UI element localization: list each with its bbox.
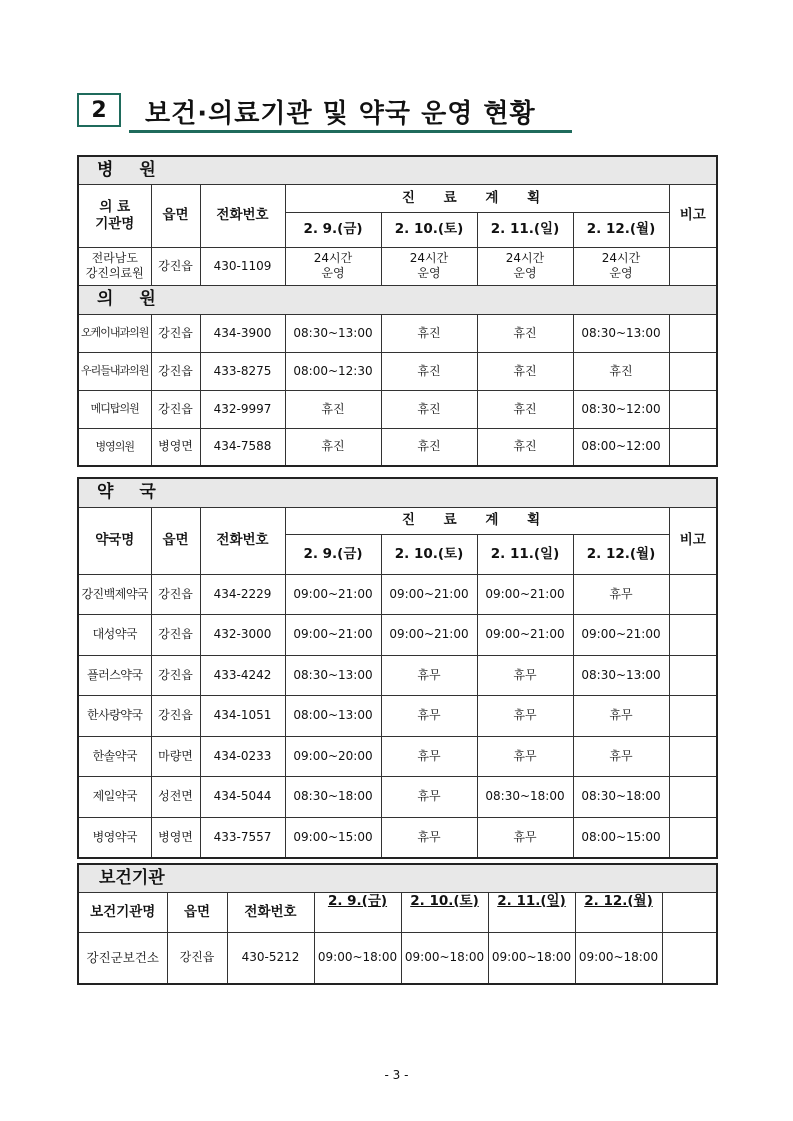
cell-d2: 휴무 bbox=[381, 777, 477, 818]
cell-d2: 휴진 bbox=[381, 314, 477, 352]
cell-phone: 434-7588 bbox=[200, 428, 285, 466]
cell-name: 제일약국 bbox=[78, 777, 151, 818]
table-row bbox=[78, 615, 717, 656]
cell-town: 강진읍 bbox=[151, 352, 200, 390]
cell-d3: 휴무 bbox=[477, 736, 573, 777]
section-number: 2 bbox=[77, 93, 121, 127]
cell-d1: 09:00~20:00 bbox=[285, 736, 381, 777]
table-row bbox=[78, 777, 717, 818]
cell-note bbox=[669, 247, 717, 285]
col-header-town: 읍면 bbox=[151, 507, 200, 574]
cell-phone: 433-4242 bbox=[200, 655, 285, 696]
cell-name: 오케이내과의원 bbox=[78, 314, 151, 352]
cell-d4: 휴무 bbox=[573, 736, 669, 777]
cell-d1: 24시간 운영 bbox=[285, 247, 381, 285]
col-header-name: 의 료 기관명 bbox=[78, 184, 151, 247]
cell-d2: 09:00~21:00 bbox=[381, 574, 477, 615]
date-header: 2. 9.(금) bbox=[285, 534, 381, 574]
cell-phone: 430-5212 bbox=[227, 932, 314, 984]
cell-d3: 휴무 bbox=[477, 655, 573, 696]
hospital-section-label: 병 원 bbox=[78, 156, 717, 184]
cell-phone: 433-7557 bbox=[200, 817, 285, 858]
cell-d4: 09:00~21:00 bbox=[573, 615, 669, 656]
cell-d3: 휴진 bbox=[477, 352, 573, 390]
cell-name: 강진백제약국 bbox=[78, 574, 151, 615]
cell-d1: 휴진 bbox=[285, 428, 381, 466]
cell-town: 병영면 bbox=[151, 817, 200, 858]
table-row bbox=[78, 655, 717, 696]
date-header: 2. 11.(일) bbox=[477, 534, 573, 574]
cell-phone: 432-9997 bbox=[200, 390, 285, 428]
cell-d4: 08:30~13:00 bbox=[573, 314, 669, 352]
date-header: 2. 9.(금) bbox=[285, 212, 381, 247]
cell-phone: 434-2229 bbox=[200, 574, 285, 615]
cell-name: 한사랑약국 bbox=[78, 696, 151, 737]
cell-d4: 24시간 운영 bbox=[573, 247, 669, 285]
table-row bbox=[78, 736, 717, 777]
date-header: 2. 12.(월) bbox=[573, 212, 669, 247]
pharmacy-table bbox=[77, 477, 718, 859]
cell-d3: 08:30~18:00 bbox=[477, 777, 573, 818]
cell-d1: 08:00~12:30 bbox=[285, 352, 381, 390]
health-center-table bbox=[77, 863, 718, 985]
cell-d1: 09:00~15:00 bbox=[285, 817, 381, 858]
cell-name: 병영약국 bbox=[78, 817, 151, 858]
table-row bbox=[78, 817, 717, 858]
cell-d2: 휴무 bbox=[381, 817, 477, 858]
cell-d3: 09:00~21:00 bbox=[477, 615, 573, 656]
cell-town: 마량면 bbox=[151, 736, 200, 777]
cell-d1: 09:00~21:00 bbox=[285, 615, 381, 656]
date-header: 2. 10.(토) bbox=[401, 892, 488, 932]
date-header: 2. 12.(월) bbox=[573, 534, 669, 574]
col-header-name: 보건기관명 bbox=[78, 892, 167, 932]
cell-d3: 휴무 bbox=[477, 696, 573, 737]
cell-town: 강진읍 bbox=[151, 696, 200, 737]
cell-note bbox=[669, 390, 717, 428]
cell-d4: 08:30~13:00 bbox=[573, 655, 669, 696]
col-header-plan: 진 료 계 획 bbox=[285, 507, 669, 534]
cell-d4: 09:00~18:00 bbox=[575, 932, 662, 984]
cell-d3: 휴진 bbox=[477, 428, 573, 466]
table-row bbox=[78, 696, 717, 737]
cell-d2: 24시간 운영 bbox=[381, 247, 477, 285]
cell-note bbox=[669, 696, 717, 737]
cell-d3: 09:00~18:00 bbox=[488, 932, 575, 984]
cell-name: 우리들내과의원 bbox=[78, 352, 151, 390]
cell-name: 대성약국 bbox=[78, 615, 151, 656]
col-header-note: 비고 bbox=[669, 184, 717, 247]
cell-d3: 24시간 운영 bbox=[477, 247, 573, 285]
pharmacy-section-label: 약 국 bbox=[78, 478, 717, 507]
cell-note bbox=[669, 314, 717, 352]
cell-note bbox=[669, 817, 717, 858]
cell-town: 성전면 bbox=[151, 777, 200, 818]
page-number: - 3 - bbox=[384, 1068, 409, 1082]
cell-d1: 08:00~13:00 bbox=[285, 696, 381, 737]
cell-town: 강진읍 bbox=[151, 574, 200, 615]
cell-phone: 433-8275 bbox=[200, 352, 285, 390]
section-heading bbox=[77, 93, 572, 133]
cell-note bbox=[669, 574, 717, 615]
cell-d4: 휴진 bbox=[573, 352, 669, 390]
cell-name: 메디탑의원 bbox=[78, 390, 151, 428]
cell-d3: 휴무 bbox=[477, 817, 573, 858]
table-row bbox=[78, 574, 717, 615]
date-header: 2. 11.(일) bbox=[477, 212, 573, 247]
col-header-note bbox=[662, 892, 717, 932]
cell-d4: 휴무 bbox=[573, 574, 669, 615]
col-header-phone: 전화번호 bbox=[200, 184, 285, 247]
cell-d2: 휴진 bbox=[381, 390, 477, 428]
cell-d1: 08:30~13:00 bbox=[285, 314, 381, 352]
cell-d4: 08:30~18:00 bbox=[573, 777, 669, 818]
cell-name: 강진군보건소 bbox=[78, 932, 167, 984]
table-row bbox=[78, 390, 717, 428]
cell-phone: 434-5044 bbox=[200, 777, 285, 818]
cell-d2: 휴무 bbox=[381, 696, 477, 737]
cell-phone: 434-3900 bbox=[200, 314, 285, 352]
table-row bbox=[78, 352, 717, 390]
health-section-label: 보건기관 bbox=[78, 864, 717, 892]
clinic-section-label: 의 원 bbox=[78, 285, 717, 314]
cell-d1: 08:30~13:00 bbox=[285, 655, 381, 696]
cell-d2: 09:00~21:00 bbox=[381, 615, 477, 656]
cell-d4: 08:00~15:00 bbox=[573, 817, 669, 858]
cell-d1: 08:30~18:00 bbox=[285, 777, 381, 818]
date-header: 2. 12.(월) bbox=[575, 892, 662, 932]
col-header-plan: 진 료 계 획 bbox=[285, 184, 669, 212]
cell-name: 병영의원 bbox=[78, 428, 151, 466]
col-header-town: 읍면 bbox=[167, 892, 227, 932]
cell-note bbox=[662, 932, 717, 984]
table-row bbox=[78, 932, 717, 984]
section-title: 보건·의료기관 및 약국 운영 현황 bbox=[145, 99, 536, 129]
cell-name: 전라남도 강진의료원 bbox=[78, 247, 151, 285]
cell-town: 강진읍 bbox=[151, 655, 200, 696]
cell-d4: 휴무 bbox=[573, 696, 669, 737]
cell-note bbox=[669, 655, 717, 696]
cell-d2: 휴진 bbox=[381, 428, 477, 466]
cell-town: 병영면 bbox=[151, 428, 200, 466]
hospital-clinic-table bbox=[77, 155, 718, 467]
cell-note bbox=[669, 352, 717, 390]
cell-d1: 09:00~21:00 bbox=[285, 574, 381, 615]
heading-underline bbox=[129, 130, 572, 133]
cell-town: 강진읍 bbox=[151, 390, 200, 428]
cell-phone: 434-1051 bbox=[200, 696, 285, 737]
table-row bbox=[78, 428, 717, 466]
cell-note bbox=[669, 777, 717, 818]
cell-note bbox=[669, 428, 717, 466]
cell-name: 플러스약국 bbox=[78, 655, 151, 696]
cell-d2: 09:00~18:00 bbox=[401, 932, 488, 984]
col-header-phone: 전화번호 bbox=[200, 507, 285, 574]
cell-d2: 휴진 bbox=[381, 352, 477, 390]
cell-d1: 휴진 bbox=[285, 390, 381, 428]
cell-phone: 434-0233 bbox=[200, 736, 285, 777]
date-header: 2. 11.(일) bbox=[488, 892, 575, 932]
cell-phone: 430-1109 bbox=[200, 247, 285, 285]
date-header: 2. 10.(토) bbox=[381, 212, 477, 247]
cell-d3: 09:00~21:00 bbox=[477, 574, 573, 615]
col-header-note: 비고 bbox=[669, 507, 717, 574]
cell-d2: 휴무 bbox=[381, 736, 477, 777]
date-header: 2. 9.(금) bbox=[314, 892, 401, 932]
cell-d4: 08:30~12:00 bbox=[573, 390, 669, 428]
table-row bbox=[78, 247, 717, 285]
cell-note bbox=[669, 615, 717, 656]
cell-d4: 08:00~12:00 bbox=[573, 428, 669, 466]
cell-town: 강진읍 bbox=[167, 932, 227, 984]
cell-d1: 09:00~18:00 bbox=[314, 932, 401, 984]
cell-d2: 휴무 bbox=[381, 655, 477, 696]
col-header-town: 읍면 bbox=[151, 184, 200, 247]
table-row bbox=[78, 314, 717, 352]
col-header-phone: 전화번호 bbox=[227, 892, 314, 932]
cell-town: 강진읍 bbox=[151, 247, 200, 285]
cell-town: 강진읍 bbox=[151, 615, 200, 656]
col-header-name: 약국명 bbox=[78, 507, 151, 574]
cell-town: 강진읍 bbox=[151, 314, 200, 352]
cell-name: 한솔약국 bbox=[78, 736, 151, 777]
date-header: 2. 10.(토) bbox=[381, 534, 477, 574]
cell-phone: 432-3000 bbox=[200, 615, 285, 656]
cell-d3: 휴진 bbox=[477, 390, 573, 428]
cell-d3: 휴진 bbox=[477, 314, 573, 352]
cell-note bbox=[669, 736, 717, 777]
